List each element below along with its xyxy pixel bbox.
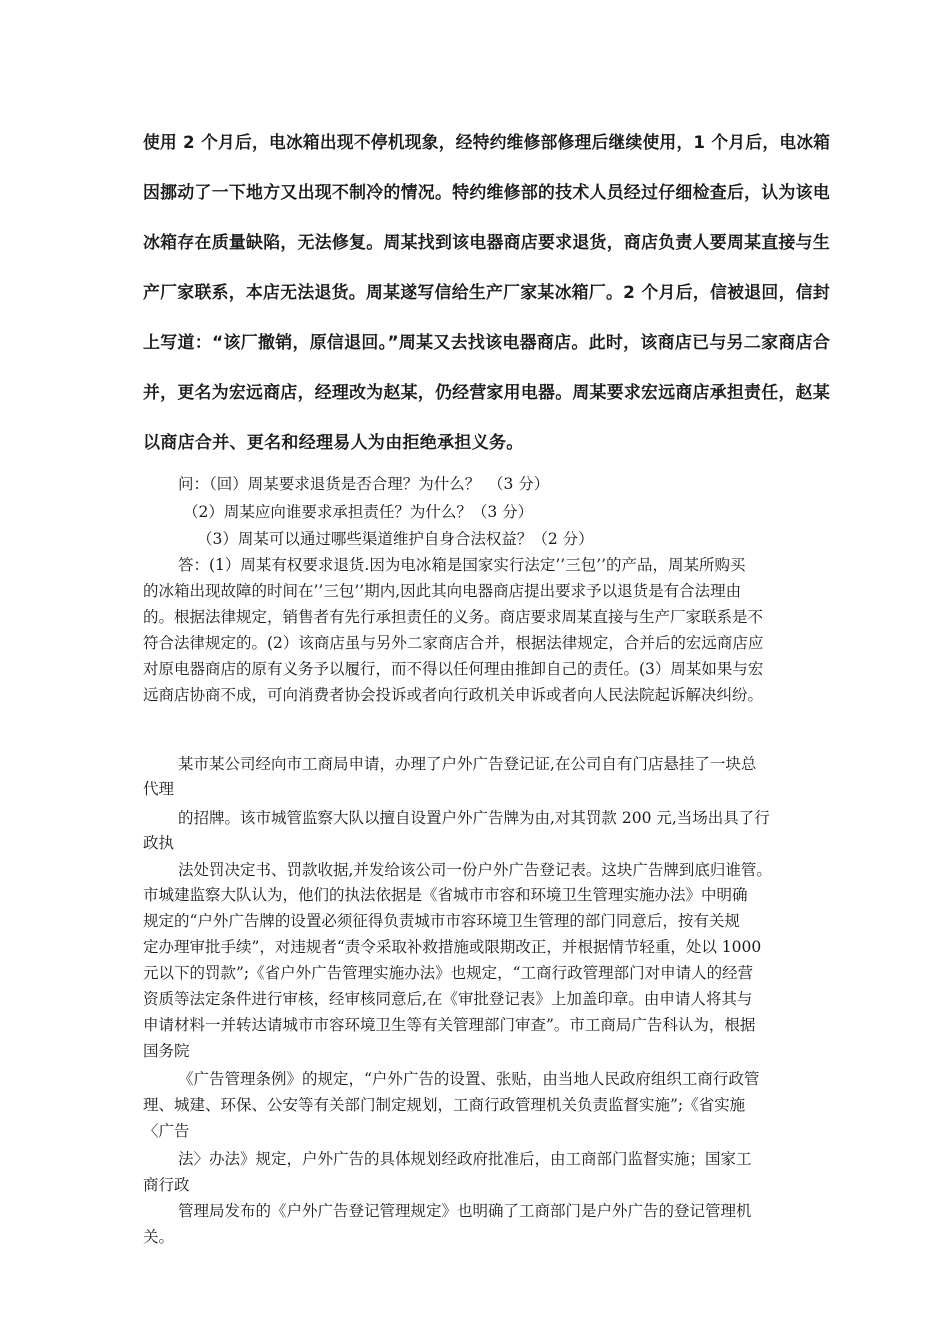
- case2-line: 政执: [143, 834, 175, 852]
- answer-line: 答：(1）周某有权要求退货.因为电冰箱是国家实行法定’’三包’’的产品，周某所购买: [178, 556, 746, 574]
- case2-line: 〈广告: [143, 1122, 190, 1140]
- case1-line: 冰箱存在质量缺陷，无法修复。周某找到该电器商店要求退货，商店负责人要周某直接与生: [143, 233, 831, 253]
- case2-line: 法〉办法》规定，户外广告的具体规划经政府批准后，由工商部门监督实施；国家工: [178, 1150, 752, 1168]
- case2-line: 元以下的罚款”;《省户外广告管理实施办法》也规定，“工商行政管理部门对申请人的经营: [143, 964, 754, 982]
- question-3: （3）周某可以通过哪些渠道维护自身合法权益？（2 分）: [197, 530, 594, 548]
- answer-line: 远商店协商不成，可向消费者协会投诉或者向行政机关申诉或者向人民法院起诉解决纠纷。: [143, 686, 764, 704]
- case2-line: 定办理审批手续”，对违规者“责令采取补救措施或限期改正，并根据情节轻重，处以 1000: [143, 938, 762, 956]
- answer-line: 的冰箱出现故障的时间在’’三包’’期内,因此其向电器商店提出要求予以退货是有合法理由: [143, 582, 742, 600]
- case2-line: 的招牌。该市城管监察大队以擅自设置户外广告牌为由,对其罚款 200 元,当场出具了行: [178, 809, 770, 827]
- answer-line: 的。根据法律规定，销售者有先行承担责任的义务。商店要求周某直接与生产厂家联系是不: [143, 608, 764, 626]
- case2-line: 市城建监察大队认为，他们的执法依据是《省城市市容和环境卫生管理实施办法》中明确: [143, 886, 748, 904]
- case1-line: 使用 2 个月后，电冰箱出现不停机现象，经特约维修部修理后继续使用，1 个月后，电冰箱: [143, 133, 831, 153]
- case2-line: 关。: [143, 1228, 175, 1246]
- case1-line: 因挪动了一下地方又出现不制冷的情况。特约维修部的技术人员经过仔细检查后，认为该电: [143, 183, 831, 203]
- answer-line: 符合法律规定的。(2）该商店虽与另外二家商店合并，根据法律规定，合并后的宏远商店应: [143, 634, 764, 652]
- case1-line: 上写道：“该厂撤销，原信退回。”周某又去找该电器商店。此时，该商店已与另二家商店合: [143, 333, 831, 353]
- case2-line: 资质等法定条件进行审核，经审核同意后,在《审批登记表》上加盖印章。由申请人将其与: [143, 990, 753, 1008]
- question-1: 问：（回）周某要求退货是否合理？为什么？ （3 分）: [178, 475, 550, 493]
- case1-line: 并，更名为宏远商店，经理改为赵某，仍经营家用电器。周某要求宏远商店承担责任，赵某: [143, 383, 831, 403]
- case2-line: 代理: [143, 780, 175, 798]
- case2-line: 法处罚决定书、罚款收据,并发给该公司一份户外广告登记表。这块广告牌到底归谁管。: [178, 861, 772, 879]
- case2-line: 申请材料一并转达请城市市容环境卫生等有关管理部门审查”。市工商局广告科认为，根据: [143, 1016, 756, 1034]
- case2-line: 理、城建、环保、公安等有关部门制定规划，工商行政管理机关负责监督实施”;《省实施: [143, 1096, 746, 1114]
- case2-line: 管理局发布的《户外广告登记管理规定》也明确了工商部门是户外广告的登记管理机: [178, 1202, 752, 1220]
- case2-line: 国务院: [143, 1042, 190, 1060]
- case1-line: 产厂家联系，本店无法退货。周某遂写信给生产厂家某冰箱厂。2 个月后，信被退回，信封: [143, 283, 831, 303]
- case2-line: 规定的“户外广告牌的设置必须征得负责城市市容环境卫生管理的部门同意后，按有关规: [143, 912, 740, 930]
- case2-line: 商行政: [143, 1176, 190, 1194]
- answer-line: 对原电器商店的原有义务予以履行，而不得以任何理由推卸自己的责任。(3）周某如果与宏: [143, 660, 764, 678]
- case2-line: 某市某公司经向市工商局申请，办理了户外广告登记证,在公司自有门店悬挂了一块总: [178, 755, 757, 773]
- case1-line: 以商店合并、更名和经理易人为由拒绝承担义务。: [143, 433, 524, 453]
- case2-line: 《广告管理条例》的规定，“户外广告的设置、张贴，由当地人民政府组织工商行政管: [178, 1070, 760, 1088]
- question-2: （2）周某应向谁要求承担责任？为什么？（3 分）: [183, 503, 534, 521]
